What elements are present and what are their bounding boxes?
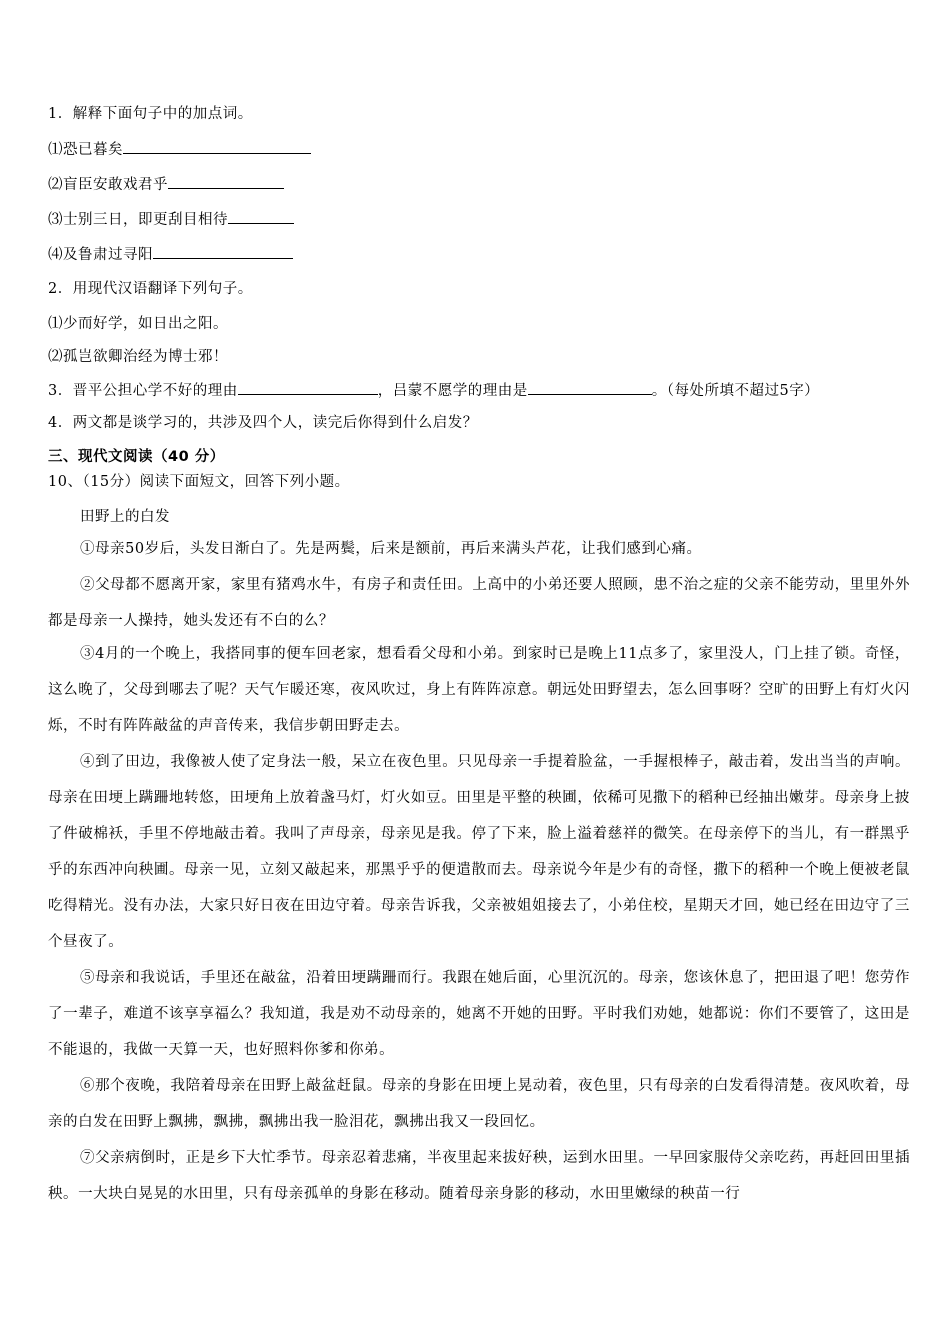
- answer-blank[interactable]: [123, 139, 311, 154]
- q1-item-1-text: ⑴恐已暮矣: [48, 142, 123, 158]
- article-paragraph-2: ②父母都不愿离开家，家里有猪鸡水牛，有房子和责任田。上高中的小弟还要人照顾，患不治之症的父亲不能劳动，里里外外都是母亲一人操持，她头发还有不白的么？: [48, 577, 910, 629]
- q1-item-2: [48, 174, 284, 195]
- q4-prompt: 4．两文都是谈学习的，共涉及四个人，读完后你得到什么启发？: [48, 415, 478, 431]
- article-paragraph-1: ①母亲50岁后，头发日渐白了。先是两鬓，后来是额前，再后来满头芦花，让我们感到心痛。: [80, 541, 702, 557]
- q2-item-1: ⑴少而好学，如日出之阳。: [48, 316, 228, 332]
- q3-line: [48, 380, 819, 401]
- q1-item-1: [48, 139, 311, 160]
- article-paragraph-4: ④到了田边，我像被人使了定身法一般，呆立在夜色里。只见母亲一手提着脸盆，一手握根棒子，敲击着，发出当当的声响。母亲在田埂上蹒跚地转悠，田埂角上放着盏马灯，灯火如豆。田里是平整的秧圃，依稀可见撒下的稻种已经抽出嫩芽。母亲身上披了件破棉袄，手里不停地敲击着。我叫了声母亲，母亲见是我。停了下来，脸上溢着慈祥的微笑。在母亲停下的当儿，有一群黑乎乎的东西冲向秧圃。母亲一见，立刻又敲起来，那黑乎乎的便遣散而去。母亲说今年是少有的奇怪，撒下的稻种一个晚上便被老鼠吃得精光。没有办法，大家只好日夜在田边守着。母亲告诉我，父亲被姐姐接去了，小弟住校，星期天才回，她已经在田边守了三个昼夜了。: [48, 754, 910, 950]
- q1-item-3: [48, 209, 294, 230]
- q1-prompt: 1．解释下面句子中的加点词。: [48, 106, 253, 122]
- q1-item-4: [48, 244, 293, 265]
- answer-blank[interactable]: [528, 380, 652, 395]
- q2-prompt: 2．用现代汉语翻译下列句子。: [48, 281, 253, 297]
- q3-part1: 3．晋平公担心学不好的理由: [48, 383, 238, 399]
- q10-intro: 10、（15分）阅读下面短文，回答下列小题。: [48, 474, 350, 490]
- q3-part2: ，吕蒙不愿学的理由是: [377, 383, 528, 399]
- q1-item-3-text: ⑶士别三日，即更刮目相待: [48, 212, 228, 228]
- answer-blank[interactable]: [153, 244, 293, 259]
- article-paragraph-6: ⑥那个夜晚，我陪着母亲在田野上敲盆赶鼠。母亲的身影在田埂上晃动着，夜色里，只有母亲的白发看得清楚。夜风吹着，母亲的白发在田野上飘拂，飘拂，飘拂出我一脸泪花，飘拂出我又一段回忆。: [48, 1078, 910, 1130]
- answer-blank[interactable]: [168, 174, 284, 189]
- answer-blank[interactable]: [238, 380, 378, 395]
- answer-blank[interactable]: [228, 209, 294, 224]
- article-paragraph-5: ⑤母亲和我说话，手里还在敲盆，沿着田埂蹒跚而行。我跟在她后面，心里沉沉的。母亲，您该休息了，把田退了吧！您劳作了一辈子，难道不该享享福么？我知道，我是劝不动母亲的，她离不开她的田野。平时我们劝她，她都说：你们不要管了，这田是不能退的，我做一天算一天，也好照料你爹和你弟。: [48, 970, 910, 1058]
- q3-part3: 。（每处所填不超过5字）: [651, 383, 820, 399]
- article-title: 田野上的白发: [80, 509, 170, 525]
- article-paragraph-7: ⑦父亲病倒时，正是乡下大忙季节。母亲忍着悲痛，半夜里起来拔好秧，运到水田里。一早回家服侍父亲吃药，再赶回田里插秧。一大块白晃晃的水田里，只有母亲孤单的身影在移动。随着母亲身影的移动，水田里嫩绿的秧苗一行: [48, 1150, 910, 1202]
- article-paragraph-3: ③4月的一个晚上，我搭同事的便车回老家，想看看父母和小弟。到家时已是晚上11点多了，家里没人，门上挂了锁。奇怪，这么晚了，父母到哪去了呢？天气乍暖还寒，夜风吹过，身上有阵阵凉意。朝远处田野望去，怎么回事呀？空旷的田野上有灯火闪烁，不时有阵阵敲盆的声音传来，我信步朝田野走去。: [48, 646, 910, 734]
- q1-item-4-text: ⑷及鲁肃过寻阳: [48, 247, 153, 263]
- q1-item-2-text: ⑵盲臣安敢戏君乎: [48, 177, 168, 193]
- section-heading: 三、现代文阅读（40 分）: [48, 449, 225, 465]
- q2-item-2: ⑵孤岂欲卿治经为博士邪！: [48, 349, 228, 365]
